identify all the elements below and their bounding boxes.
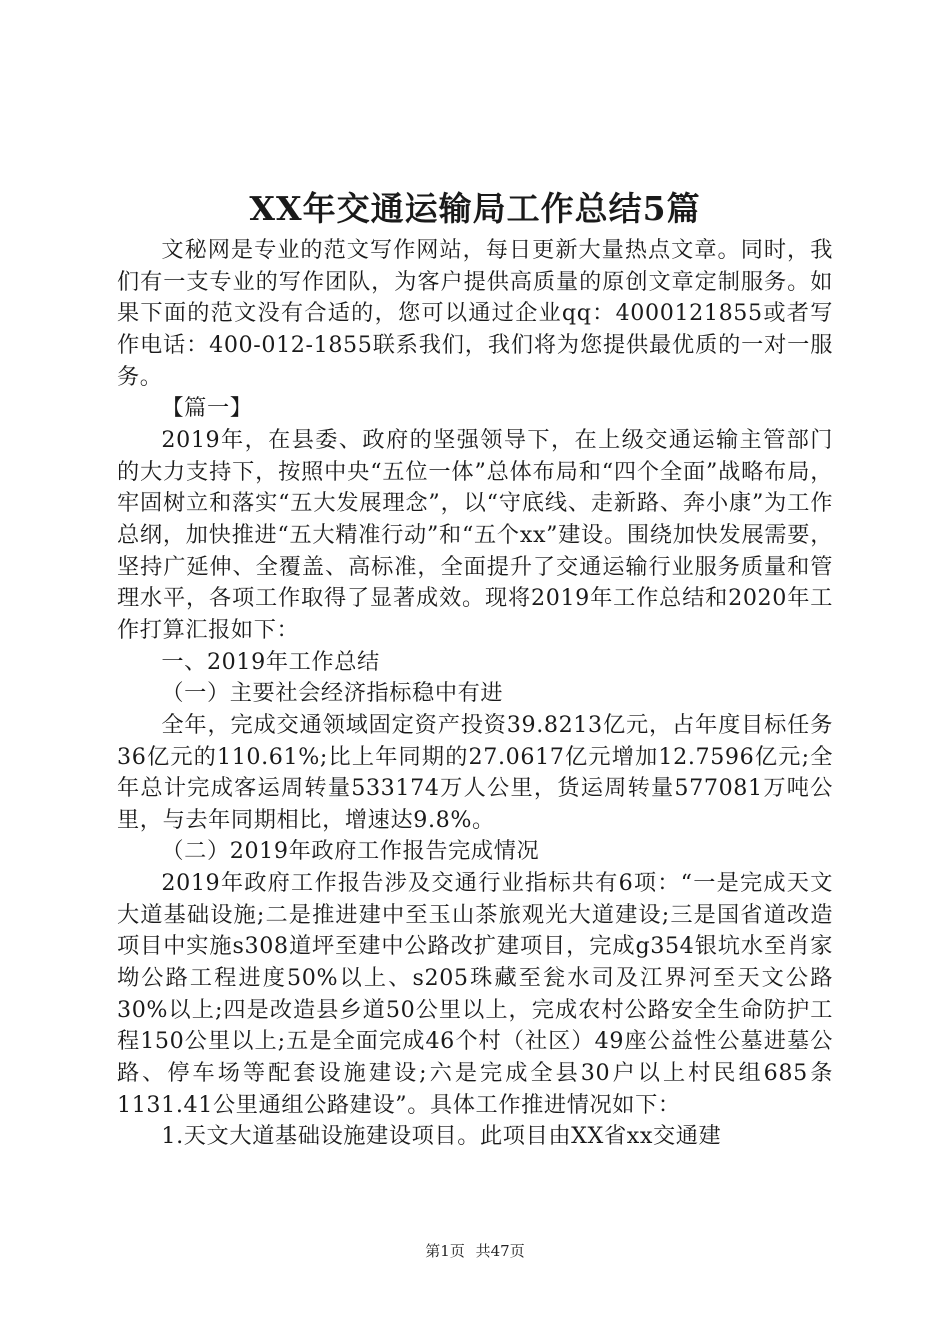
document-body	[117, 235, 833, 1153]
subsection-heading: （二）2019年政府工作报告完成情况	[161, 838, 540, 865]
page-number: 第1页	[425, 1242, 465, 1260]
body-paragraph: 1.天文大道基础设施建设项目。此项目由XX省xx交通建	[161, 1123, 722, 1150]
section-heading-part-one: 【篇一】	[161, 395, 253, 422]
body-paragraph: 2019年，在县委、政府的坚强领导下，在上级交通运输主管部门的大力支持下，按照中央“五位一体”总体布局和“四个全面”战略布局，牢固树立和落实“五大发展理念”，以“守底线、走新路、奔小康”为工作总纲，加快推进“五大精准行动”和“五个xx”建设。围绕加快发展需要，坚持广延伸、全覆盖、高标准，全面提升了交通运输行业服务质量和管理水平，各项工作取得了显著成效。现将2019年工作总结和2020年工作打算汇报如下：	[117, 426, 833, 643]
page-total: 共47页	[475, 1242, 525, 1260]
section-heading: 一、2019年工作总结	[161, 648, 380, 675]
intro-paragraph: 文秘网是专业的范文写作网站，每日更新大量热点文章。同时，我们有一支专业的写作团队，为客户提供高质量的原创文章定制服务。如果下面的范文没有合适的，您可以通过企业qq：4000121855或者写作电话：400-012-1855联系我们，我们将为您提供最优质的一对一服务。	[117, 237, 833, 390]
subsection-heading: （一）主要社会经济指标稳中有进	[161, 680, 504, 707]
body-paragraph: 2019年政府工作报告涉及交通行业指标共有6项：“一是完成天文大道基础设施;二是推进建中至玉山茶旅观光大道建设;三是国省道改造项目中实施s308道坪至建中公路改扩建项目，完成g354银坑水至肖家坳公路工程进度50%以上、s205珠藏至瓮水司及江界河至天文公路30%以上;四是改造县乡道50公里以上，完成农村公路安全生命防护工程150公里以上;五是全面完成46个村（社区）49座公益性公墓进墓公路、停车场等配套设施建设;六是完成全县30户以上村民组685条1131.41公里通组公路建设”。具体工作推进情况如下：	[117, 870, 833, 1118]
page-footer	[0, 1241, 950, 1261]
document-title: XX年交通运输局工作总结5篇	[249, 189, 701, 228]
body-paragraph: 全年，完成交通领域固定资产投资39.8213亿元，占年度目标任务36亿元的110.61%;比上年同期的27.0617亿元增加12.7596亿元;全年总计完成客运周转量533174万人公里，货运周转量577081万吨公里，与去年同期相比，增速达9.8%。	[117, 711, 833, 833]
